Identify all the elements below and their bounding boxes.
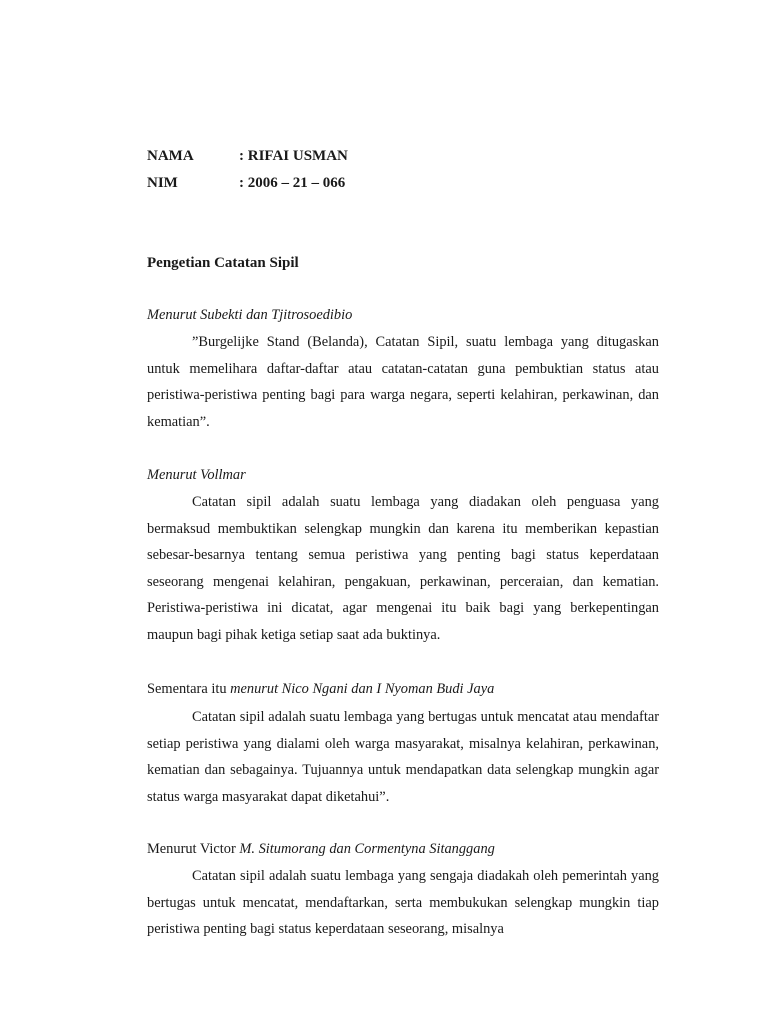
section-source: Menurut Subekti dan Tjitrosoedibio bbox=[147, 307, 353, 323]
nim-row bbox=[147, 174, 345, 192]
section-prefix: Menurut Victor bbox=[147, 841, 240, 857]
section-paragraph-vollmar: Catatan sipil adalah suatu lembaga yang diadakan oleh penguasa yang bermaksud membuktikan selengkap mungkin dan karena itu memberikan kepastian sebesar-besarnya tentang semua peristiwa yang penting bagi status keperdataan seseorang mengenai kelahiran, pengakuan, perkawinan, perceraian, dan kematian. Peristiwa-peristiwa ini dicatat, agar mengenai itu baik bagi yang berkepentingan maupun bagi pihak ketiga setiap saat ada buktinya. bbox=[147, 494, 659, 643]
nim-value: : 2006 – 21 – 066 bbox=[239, 175, 346, 191]
section-title-subekti bbox=[147, 306, 352, 324]
section-title-victor bbox=[147, 840, 495, 858]
section-source: M. Situmorang dan Cormentyna Sitanggang bbox=[239, 841, 495, 857]
section-source: Menurut Vollmar bbox=[147, 467, 246, 483]
name-label: NAMA bbox=[147, 148, 194, 164]
document-page bbox=[147, 0, 659, 1024]
section-title-nico-ngani bbox=[147, 680, 494, 698]
section-paragraph-subekti: ”Burgelijke Stand (Belanda), Catatan Sipil, suatu lembaga yang ditugaskan untuk memelihara daftar-daftar atau catatan-catatan guna pembuktian status atau peristiwa-peristiwa penting bagi para warga negara, seperti kelahiran, perkawinan, dan kematian”. bbox=[147, 334, 659, 430]
document-heading: Pengetian Catatan Sipil bbox=[147, 255, 299, 271]
section-prefix: Sementara itu bbox=[147, 681, 231, 697]
nim-label: NIM bbox=[147, 175, 178, 191]
name-value: : RIFAI USMAN bbox=[239, 148, 348, 164]
section-paragraph-nico-ngani: Catatan sipil adalah suatu lembaga yang bertugas untuk mencatat atau mendaftar setiap peristiwa yang dialami oleh warga masyarakat, misalnya kelahiran, perkawinan, kematian dan sebagainya. Tujuannya untuk mendapatkan data selengkap mungkin agar status warga masyarakat dapat diketahui”. bbox=[147, 709, 659, 805]
name-row bbox=[147, 147, 348, 165]
section-source: menurut Nico Ngani dan I Nyoman Budi Jaya bbox=[230, 681, 495, 697]
section-title-vollmar bbox=[147, 466, 246, 484]
section-paragraph-victor: Catatan sipil adalah suatu lembaga yang sengaja diadakah oleh pemerintah yang bertugas untuk mencatat, mendaftarkan, serta membukukan selengkap mungkin tiap peristiwa penting bagi status keperdataan seseorang, misalnya bbox=[147, 868, 659, 938]
